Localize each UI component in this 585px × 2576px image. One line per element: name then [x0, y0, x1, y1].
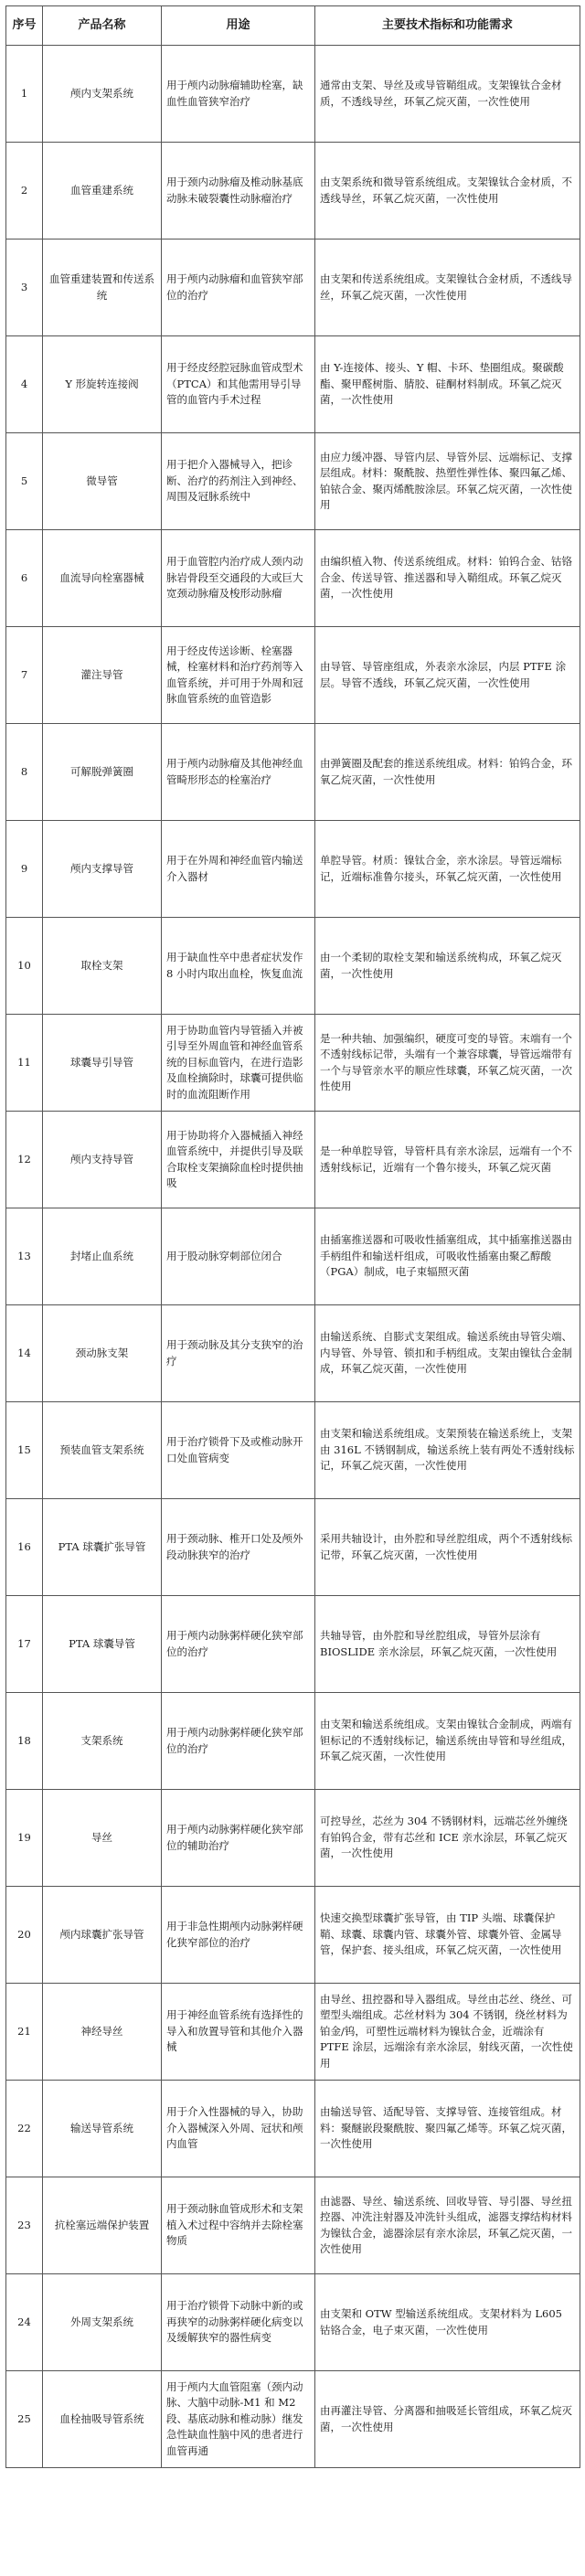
- usage-cell: 用于颅内动脉瘤辅助栓塞，缺血性血管狭窄治疗: [162, 46, 315, 143]
- row-number-cell: 2: [6, 143, 43, 240]
- row-number-cell: 14: [6, 1305, 43, 1402]
- usage-cell: 用于治疗锁骨下动脉中新的或再狭窄的动脉粥样硬化病变以及缓解狭窄的器性病变: [162, 2274, 315, 2371]
- product-name-cell: 神经导丝: [43, 1984, 162, 2081]
- row-number-cell: 7: [6, 627, 43, 724]
- row-number-cell: 13: [6, 1208, 43, 1305]
- row-number-cell: 22: [6, 2081, 43, 2177]
- row-number-cell: 11: [6, 1015, 43, 1112]
- usage-cell: 用于治疗锁骨下及或椎动脉开口处血管病变: [162, 1402, 315, 1499]
- table-row: [6, 627, 580, 724]
- specification-cell: 采用共轴设计，由外腔和导丝腔组成，两个不透射线标记带，环氧乙烷灭菌，一次性使用: [315, 1499, 580, 1596]
- product-name-cell: 输送导管系统: [43, 2081, 162, 2177]
- header-number: 序号: [6, 6, 43, 46]
- specification-cell: 快速交换型球囊扩张导管，由 TIP 头端、球囊保护鞘、球囊、球囊内管、球囊外管、球囊外管、金属导管，保护套、接头组成，环氧乙烷灭菌，一次性使用: [315, 1887, 580, 1984]
- product-name-cell: 血流导向栓塞器械: [43, 530, 162, 627]
- usage-cell: 用于非急性期颅内动脉粥样硬化狭窄部位的治疗: [162, 1887, 315, 1984]
- usage-cell: 用于颈内动脉瘤及椎动脉基底动脉未破裂囊性动脉瘤治疗: [162, 143, 315, 240]
- usage-cell: 用于在外周和神经血管内输送介入器材: [162, 821, 315, 918]
- specification-cell: 通常由支架、导丝及或导管鞘组成。支架镍钛合金材质，不透线导丝，环氧乙烷灭菌，一次性使用: [315, 46, 580, 143]
- products-table: [5, 5, 580, 2468]
- table-row: [6, 433, 580, 530]
- product-name-cell: 血管重建系统: [43, 143, 162, 240]
- usage-cell: 用于把介入器械导入，把诊断、治疗的药剂注入到神经、周围及冠脉系统中: [162, 433, 315, 530]
- table-row: [6, 1790, 580, 1887]
- table-row: [6, 724, 580, 821]
- product-name-cell: 取栓支架: [43, 918, 162, 1015]
- table-row: [6, 2081, 580, 2177]
- row-number-cell: 5: [6, 433, 43, 530]
- product-name-cell: Y 形旋转连接阀: [43, 336, 162, 433]
- product-name-cell: PTA 球囊扩张导管: [43, 1499, 162, 1596]
- row-number-cell: 15: [6, 1402, 43, 1499]
- usage-cell: 用于颅内大血管阻塞（颈内动脉、大脑中动脉-M1 和 M2 段、基底动脉和椎动脉）继发急性缺血性脑中风的患者进行血管再通: [162, 2371, 315, 2468]
- row-number-cell: 24: [6, 2274, 43, 2371]
- usage-cell: 用于股动脉穿刺部位闭合: [162, 1208, 315, 1305]
- specification-cell: 由输送系统、自膨式支架组成。输送系统由导管尖端、内导管、外导管、锁扣和手柄组成。支架由镍钛合金制成，环氧乙烷灭菌，一次性使用: [315, 1305, 580, 1402]
- row-number-cell: 21: [6, 1984, 43, 2081]
- usage-cell: 用于介入性器械的导入，协助介入器械深入外周、冠状和颅内血管: [162, 2081, 315, 2177]
- product-name-cell: 微导管: [43, 433, 162, 530]
- product-name-cell: 颅内支撑导管: [43, 821, 162, 918]
- table-row: [6, 336, 580, 433]
- table-row: [6, 1693, 580, 1790]
- table-row: [6, 46, 580, 143]
- product-name-cell: 颈动脉支架: [43, 1305, 162, 1402]
- usage-cell: 用于颅内动脉粥样硬化狭窄部位的治疗: [162, 1596, 315, 1693]
- table-row: [6, 1208, 580, 1305]
- specification-cell: 由弹簧圈及配套的推送系统组成。材料：铂钨合金，环氧乙烷灭菌，一次性使用: [315, 724, 580, 821]
- usage-cell: 用于协助血管内导管插入并被引导至外周血管和神经血管系统的目标血管内，在进行造影及血栓摘除时，球囊可提供临时的血流阻断作用: [162, 1015, 315, 1112]
- usage-cell: 用于经皮传送诊断、栓塞器械，栓塞材料和治疗药剂等入血管系统，并可用于外周和冠脉血管系统的血管造影: [162, 627, 315, 724]
- usage-cell: 用于颅内动脉瘤及其他神经血管畸形形态的栓塞治疗: [162, 724, 315, 821]
- product-name-cell: 颅内球囊扩张导管: [43, 1887, 162, 1984]
- product-name-cell: 预装血管支架系统: [43, 1402, 162, 1499]
- table-row: [6, 821, 580, 918]
- table-row: [6, 1015, 580, 1112]
- table-row: [6, 1887, 580, 1984]
- header-usage: 用途: [162, 6, 315, 46]
- usage-cell: 用于颈动脉及其分支狭窄的治疗: [162, 1305, 315, 1402]
- row-number-cell: 10: [6, 918, 43, 1015]
- row-number-cell: 8: [6, 724, 43, 821]
- header-product-name: 产品名称: [43, 6, 162, 46]
- specification-cell: 由插塞推送器和可吸收性插塞组成，其中插塞推送器由手柄组件和输送杆组成，可吸收性插塞由聚乙醇酸（PGA）制成，电子束辐照灭菌: [315, 1208, 580, 1305]
- specification-cell: 由输送导管、适配导管、支撑导管、连接管组成。材料：聚醚嵌段聚酰胺、聚四氟乙烯等。环氧乙烷灭菌，一次性使用: [315, 2081, 580, 2177]
- usage-cell: 用于颈动脉、椎开口处及颅外段动脉狭窄的治疗: [162, 1499, 315, 1596]
- product-name-cell: 球囊导引导管: [43, 1015, 162, 1112]
- product-name-cell: 灌注导管: [43, 627, 162, 724]
- row-number-cell: 23: [6, 2177, 43, 2274]
- row-number-cell: 1: [6, 46, 43, 143]
- product-name-cell: 外周支架系统: [43, 2274, 162, 2371]
- specification-cell: 由支架和输送系统组成。支架由镍钛合金制成，两端有钽标记的不透射线标记，输送系统由导管和导丝组成，环氧乙烷灭菌，一次性使用: [315, 1693, 580, 1790]
- product-name-cell: 血栓抽吸导管系统: [43, 2371, 162, 2468]
- row-number-cell: 9: [6, 821, 43, 918]
- usage-cell: 用于缺血性卒中患者症状发作 8 小时内取出血栓，恢复血流: [162, 918, 315, 1015]
- table-row: [6, 1112, 580, 1208]
- product-name-cell: 导丝: [43, 1790, 162, 1887]
- table-row: [6, 1596, 580, 1693]
- header-specifications: 主要技术指标和功能需求: [315, 6, 580, 46]
- specification-cell: 由支架系统和微导管系统组成。支架镍钛合金材质，不透线导丝，环氧乙烷灭菌，一次性使用: [315, 143, 580, 240]
- usage-cell: 用于协助将介入器械插入神经血管系统中，并提供引导及联合取栓支架摘除血栓时提供抽吸: [162, 1112, 315, 1208]
- table-row: [6, 2371, 580, 2468]
- specification-cell: 由支架和输送系统组成。支架预装在输送系统上，支架由 316L 不锈钢制成，输送系统上装有两处不透射线标记，环氧乙烷灭菌，一次性使用: [315, 1402, 580, 1499]
- specification-cell: 共轴导管，由外腔和导丝腔组成，导管外层涂有 BIOSLIDE 亲水涂层，环氧乙烷灭菌，一次性使用: [315, 1596, 580, 1693]
- specification-cell: 单腔导管。材质：镍钛合金，亲水涂层。导管远端标记，近端标准鲁尔接头，环氧乙烷灭菌，一次性使用: [315, 821, 580, 918]
- specification-cell: 由 Y-连接体、接头、Y 帽、卡环、垫圈组成。聚碳酸酯、聚甲醛树脂、腈胶、硅酮材料制成。环氧乙烷灭菌，一次性使用: [315, 336, 580, 433]
- specification-cell: 由应力缓冲器、导管内层、导管外层、远端标记、支撑层组成。材料：聚酰胺、热塑性弹性体、聚四氟乙烯、铂铱合金、聚丙烯酰胺涂层。环氧乙烷灭菌，一次性使用: [315, 433, 580, 530]
- product-name-cell: PTA 球囊导管: [43, 1596, 162, 1693]
- table-row: [6, 1499, 580, 1596]
- specification-cell: 由一个柔韧的取栓支架和输送系统构成，环氧乙烷灭菌，一次性使用: [315, 918, 580, 1015]
- table-row: [6, 1984, 580, 2081]
- table-row: [6, 1402, 580, 1499]
- specification-cell: 由滤器、导丝、输送系统、回收导管、导引器、导丝扭控器、冲洗注射器及冲洗针头组成，滤器支撑结构材料为镍钛合金，滤器涂层有亲水涂层，环氧乙烷灭菌，一次性使用: [315, 2177, 580, 2274]
- row-number-cell: 25: [6, 2371, 43, 2468]
- row-number-cell: 19: [6, 1790, 43, 1887]
- specification-cell: 由再灌注导管、分离器和抽吸延长管组成，环氧乙烷灭菌，一次性使用: [315, 2371, 580, 2468]
- row-number-cell: 17: [6, 1596, 43, 1693]
- product-name-cell: 支架系统: [43, 1693, 162, 1790]
- product-name-cell: 可解脱弹簧圈: [43, 724, 162, 821]
- row-number-cell: 16: [6, 1499, 43, 1596]
- usage-cell: 用于颈动脉血管成形术和支架植入术过程中容纳并去除栓塞物质: [162, 2177, 315, 2274]
- table-row: [6, 2274, 580, 2371]
- product-name-cell: 封堵止血系统: [43, 1208, 162, 1305]
- table-row: [6, 240, 580, 336]
- specification-cell: 是一种共轴、加强编织，硬度可变的导管。末端有一个不透射线标记带，头端有一个兼容球囊，导管远端带有一个与导管亲水平的顺应性球囊，环氧乙烷灭菌，一次性使用: [315, 1015, 580, 1112]
- product-name-cell: 抗栓塞远端保护装置: [43, 2177, 162, 2274]
- specification-cell: 由导管、导管座组成，外表亲水涂层，内层 PTFE 涂层。导管不透线，环氧乙烷灭菌，一次性使用: [315, 627, 580, 724]
- table-row: [6, 918, 580, 1015]
- specification-cell: 可控导丝，芯丝为 304 不锈钢材料，远端芯丝外缠绕有铂钨合金，带有芯丝和 ICE 亲水涂层，环氧乙烷灭菌，一次性使用: [315, 1790, 580, 1887]
- table-row: [6, 530, 580, 627]
- usage-cell: 用于颅内动脉粥样硬化狭窄部位的辅助治疗: [162, 1790, 315, 1887]
- specification-cell: 由支架和 OTW 型输送系统组成。支架材料为 L605 钴铬合金，电子束灭菌，一次性使用: [315, 2274, 580, 2371]
- table-row: [6, 1305, 580, 1402]
- row-number-cell: 4: [6, 336, 43, 433]
- usage-cell: 用于经皮经腔冠脉血管成型术（PTCA）和其他需用导引导管的血管内手术过程: [162, 336, 315, 433]
- usage-cell: 用于颅内动脉粥样硬化狭窄部位的治疗: [162, 1693, 315, 1790]
- product-name-cell: 颅内支持导管: [43, 1112, 162, 1208]
- product-name-cell: 血管重建装置和传送系统: [43, 240, 162, 336]
- row-number-cell: 12: [6, 1112, 43, 1208]
- table-header-row: [6, 6, 580, 46]
- usage-cell: 用于神经血管系统有选择性的导入和放置导管和其他介入器械: [162, 1984, 315, 2081]
- row-number-cell: 6: [6, 530, 43, 627]
- row-number-cell: 20: [6, 1887, 43, 1984]
- table-row: [6, 2177, 580, 2274]
- specification-cell: 是一种单腔导管，导管杆具有亲水涂层，远端有一个不透射线标记，近端有一个鲁尔接头，环氧乙烷灭菌: [315, 1112, 580, 1208]
- row-number-cell: 18: [6, 1693, 43, 1790]
- product-name-cell: 颅内支架系统: [43, 46, 162, 143]
- specification-cell: 由编织植入物、传送系统组成。材料：铂钨合金、钴铬合金、传送导管、推送器和导入鞘组成。环氧乙烷灭菌，一次性使用: [315, 530, 580, 627]
- specification-cell: 由导丝、扭控器和导入器组成。导丝由芯丝、绕丝、可塑型头端组成。芯丝材料为 304 不锈钢，绕丝材料为铂金/钨，可塑性远端材料为镍钛合金，近端涂有 PTFE 涂层，远端涂有亲水涂层，射线灭菌，一次性使用: [315, 1984, 580, 2081]
- row-number-cell: 3: [6, 240, 43, 336]
- usage-cell: 用于颅内动脉瘤和血管狭窄部位的治疗: [162, 240, 315, 336]
- specification-cell: 由支架和传送系统组成。支架镍钛合金材质，不透线导丝，环氧乙烷灭菌，一次性使用: [315, 240, 580, 336]
- usage-cell: 用于血管腔内治疗成人颈内动脉岩骨段至交通段的大或巨大宽颈动脉瘤及梭形动脉瘤: [162, 530, 315, 627]
- table-row: [6, 143, 580, 240]
